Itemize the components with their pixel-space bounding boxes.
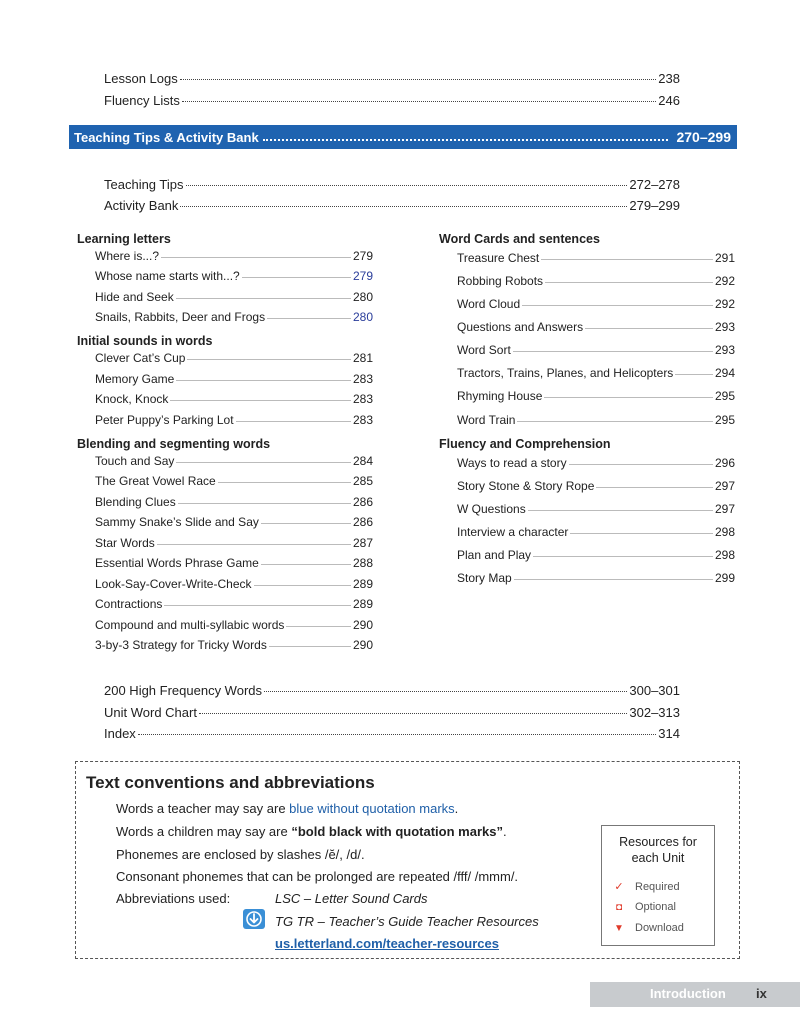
- activity-page: 279: [352, 249, 373, 263]
- toc-line-activity-bank[interactable]: [104, 198, 680, 213]
- activity-label: Where is...?: [95, 249, 160, 263]
- activity-item[interactable]: [95, 372, 373, 386]
- activity-label: Compound and multi-syllabic words: [95, 618, 285, 632]
- toc-page: 302–313: [629, 705, 680, 720]
- convention-bold-text: “bold black with quotation marks”: [291, 824, 503, 839]
- activity-label: Clever Cat’s Cup: [95, 351, 186, 365]
- activity-label: Snails, Rabbits, Deer and Frogs: [95, 310, 266, 324]
- activity-page: 280: [352, 310, 373, 324]
- abbreviations-label: Abbreviations used:: [116, 891, 231, 906]
- toc-line-index[interactable]: [104, 726, 680, 741]
- page-number: ix: [756, 986, 767, 1001]
- activity-label: Word Sort: [457, 343, 511, 357]
- activity-page: 286: [352, 495, 373, 509]
- toc-label: Teaching Tips: [104, 177, 184, 192]
- activity-page: 289: [352, 577, 373, 591]
- activity-item[interactable]: [95, 310, 373, 324]
- toc-page: 246: [658, 93, 680, 108]
- activity-label: Story Map: [457, 571, 512, 585]
- toc-label: Index: [104, 726, 136, 741]
- activity-item[interactable]: [457, 413, 735, 427]
- footer-section: Introduction: [650, 986, 726, 1001]
- section-title-blending: Blending and segmenting words: [77, 437, 271, 451]
- activity-item[interactable]: [457, 479, 735, 493]
- banner-range: 270–299: [676, 129, 731, 145]
- activity-page: 289: [352, 597, 373, 611]
- toc-line-teaching-tips[interactable]: [104, 177, 680, 192]
- toc-page: 314: [658, 726, 680, 741]
- activity-item[interactable]: [95, 290, 373, 304]
- activity-page: 283: [352, 392, 373, 406]
- activity-item[interactable]: [95, 638, 373, 652]
- activity-label: Rhyming House: [457, 389, 543, 403]
- toc-label: Unit Word Chart: [104, 705, 197, 720]
- activity-page: 293: [714, 343, 735, 357]
- activity-item[interactable]: [457, 389, 735, 403]
- activity-item[interactable]: [457, 343, 735, 357]
- activity-label: The Great Vowel Race: [95, 474, 216, 488]
- activity-item[interactable]: [95, 618, 373, 632]
- activity-page: 286: [352, 515, 373, 529]
- activity-page: 292: [714, 297, 735, 311]
- convention-line-phonemes: Phonemes are enclosed by slashes /ĕ/, /d/.: [116, 847, 365, 862]
- activity-page: 285: [352, 474, 373, 488]
- activity-page: 293: [714, 320, 735, 334]
- activity-label: Hide and Seek: [95, 290, 174, 304]
- checkmark-icon: ✓: [614, 881, 624, 893]
- activity-page: 299: [714, 571, 735, 585]
- legend-download: [610, 922, 684, 934]
- activity-label: 3-by-3 Strategy for Tricky Words: [95, 638, 267, 652]
- activity-label: Story Stone & Story Rope: [457, 479, 595, 493]
- activity-item[interactable]: [457, 525, 735, 539]
- activity-item[interactable]: [95, 249, 373, 263]
- activity-item[interactable]: [95, 495, 373, 509]
- resources-title-line: each Unit: [631, 851, 685, 865]
- conventions-title: Text conventions and abbreviations: [86, 773, 375, 792]
- activity-item[interactable]: [95, 515, 373, 529]
- toc-page: 272–278: [629, 177, 680, 192]
- legend-required: [610, 880, 680, 893]
- section-title-word-cards: Word Cards and sentences: [439, 232, 600, 246]
- activity-label: Word Cloud: [457, 297, 521, 311]
- activity-page: 280: [352, 290, 373, 304]
- activity-item[interactable]: [457, 297, 735, 311]
- activity-label: Star Words: [95, 536, 155, 550]
- activity-page: 292: [714, 274, 735, 288]
- activity-item[interactable]: [457, 366, 735, 380]
- toc-line-lesson-logs[interactable]: [104, 71, 680, 86]
- activity-label: Whose name starts with...?: [95, 269, 240, 283]
- section-title-learning-letters: Learning letters: [77, 232, 171, 246]
- section-banner-teaching-tips[interactable]: [69, 125, 737, 149]
- activity-page: 290: [352, 638, 373, 652]
- activity-page: 279: [352, 269, 373, 283]
- toc-page: 279–299: [629, 198, 680, 213]
- convention-text: Words a teacher may say are: [116, 801, 290, 816]
- activity-item[interactable]: [95, 474, 373, 488]
- activity-item[interactable]: [95, 577, 373, 591]
- activity-label: Questions and Answers: [457, 320, 584, 334]
- legend-label: Download: [635, 922, 684, 934]
- activity-page: 288: [352, 556, 373, 570]
- abbreviation-tgtr: TG TR – Teacher’s Guide Teacher Resources: [275, 914, 539, 929]
- activity-label: Treasure Chest: [457, 251, 540, 265]
- activity-label: W Questions: [457, 502, 526, 516]
- toc-line-unit-word-chart[interactable]: [104, 705, 680, 720]
- toc-label: Lesson Logs: [104, 71, 178, 86]
- activity-label: Look-Say-Cover-Write-Check: [95, 577, 252, 591]
- teacher-resources-link[interactable]: us.letterland.com/teacher-resources: [275, 936, 499, 951]
- activity-label: Peter Puppy’s Parking Lot: [95, 413, 234, 427]
- toc-page: 300–301: [629, 683, 680, 698]
- activity-label: Sammy Snake’s Slide and Say: [95, 515, 259, 529]
- legend-label: Required: [635, 880, 680, 893]
- section-title-fluency: Fluency and Comprehension: [439, 437, 611, 451]
- convention-line-children: [116, 824, 507, 839]
- activity-item[interactable]: [95, 351, 373, 365]
- download-icon[interactable]: [243, 909, 265, 929]
- activity-label: Memory Game: [95, 372, 175, 386]
- activity-page: 281: [352, 351, 373, 365]
- resources-legend: [601, 825, 715, 946]
- optional-box-icon: ◘: [615, 901, 623, 913]
- activity-page: 295: [714, 389, 735, 403]
- activity-page: 297: [714, 479, 735, 493]
- convention-text: .: [502, 824, 507, 839]
- activity-page: 298: [714, 548, 735, 562]
- activity-item[interactable]: [95, 454, 373, 468]
- activity-page: 296: [714, 456, 735, 470]
- activity-label: Contractions: [95, 597, 163, 611]
- activity-item[interactable]: [457, 456, 735, 470]
- activity-page: 291: [714, 251, 735, 265]
- convention-line-teacher: [116, 801, 458, 816]
- convention-line-consonants: Consonant phonemes that can be prolonged are repeated /fff/ /mmm/.: [116, 869, 519, 884]
- activity-label: Blending Clues: [95, 495, 176, 509]
- toc-line-high-frequency[interactable]: [104, 683, 680, 698]
- section-title-initial-sounds: Initial sounds in words: [77, 334, 213, 348]
- activity-item[interactable]: [95, 536, 373, 550]
- activity-item[interactable]: [95, 597, 373, 611]
- toc-line-fluency-lists[interactable]: [104, 93, 680, 108]
- activity-item[interactable]: [95, 556, 373, 570]
- toc-label: Activity Bank: [104, 198, 179, 213]
- activity-item[interactable]: [457, 274, 735, 288]
- legend-optional: [610, 901, 676, 913]
- toc-label: 200 High Frequency Words: [104, 683, 263, 698]
- activity-label: Robbing Robots: [457, 274, 544, 288]
- activity-page: 283: [352, 413, 373, 427]
- activity-item[interactable]: [95, 269, 373, 283]
- activity-item[interactable]: [457, 571, 735, 585]
- convention-text: .: [454, 801, 459, 816]
- legend-label: Optional: [635, 901, 676, 913]
- resources-title: [602, 834, 714, 866]
- activity-item[interactable]: [457, 251, 735, 265]
- toc-page: 238: [658, 71, 680, 86]
- activity-page: 290: [352, 618, 373, 632]
- activity-page: 287: [352, 536, 373, 550]
- activity-page: 283: [352, 372, 373, 386]
- activity-item[interactable]: [95, 413, 373, 427]
- activity-item[interactable]: [95, 392, 373, 406]
- resources-title-line: Resources for: [619, 835, 697, 849]
- activity-label: Plan and Play: [457, 548, 532, 562]
- activity-page: 284: [352, 454, 373, 468]
- activity-page: 298: [714, 525, 735, 539]
- activity-label: Essential Words Phrase Game: [95, 556, 259, 570]
- activity-item[interactable]: [457, 548, 735, 562]
- activity-label: Interview a character: [457, 525, 569, 539]
- activity-item[interactable]: [457, 502, 735, 516]
- activity-page: 294: [714, 366, 735, 380]
- activity-label: Knock, Knock: [95, 392, 169, 406]
- toc-label: Fluency Lists: [104, 93, 180, 108]
- activity-label: Word Train: [457, 413, 516, 427]
- activity-label: Touch and Say: [95, 454, 175, 468]
- convention-blue-text: blue without quotation marks: [289, 801, 455, 816]
- banner-label: Teaching Tips & Activity Bank: [74, 129, 259, 145]
- activity-item[interactable]: [457, 320, 735, 334]
- abbreviation-lsc: LSC – Letter Sound Cards: [275, 891, 428, 906]
- activity-label: Ways to read a story: [457, 456, 567, 470]
- activity-page: 295: [714, 413, 735, 427]
- activity-page: 297: [714, 502, 735, 516]
- download-triangle-icon: ▼: [614, 922, 624, 934]
- activity-label: Tractors, Trains, Planes, and Helicopters: [457, 366, 674, 380]
- convention-text: Words a children may say are: [116, 824, 292, 839]
